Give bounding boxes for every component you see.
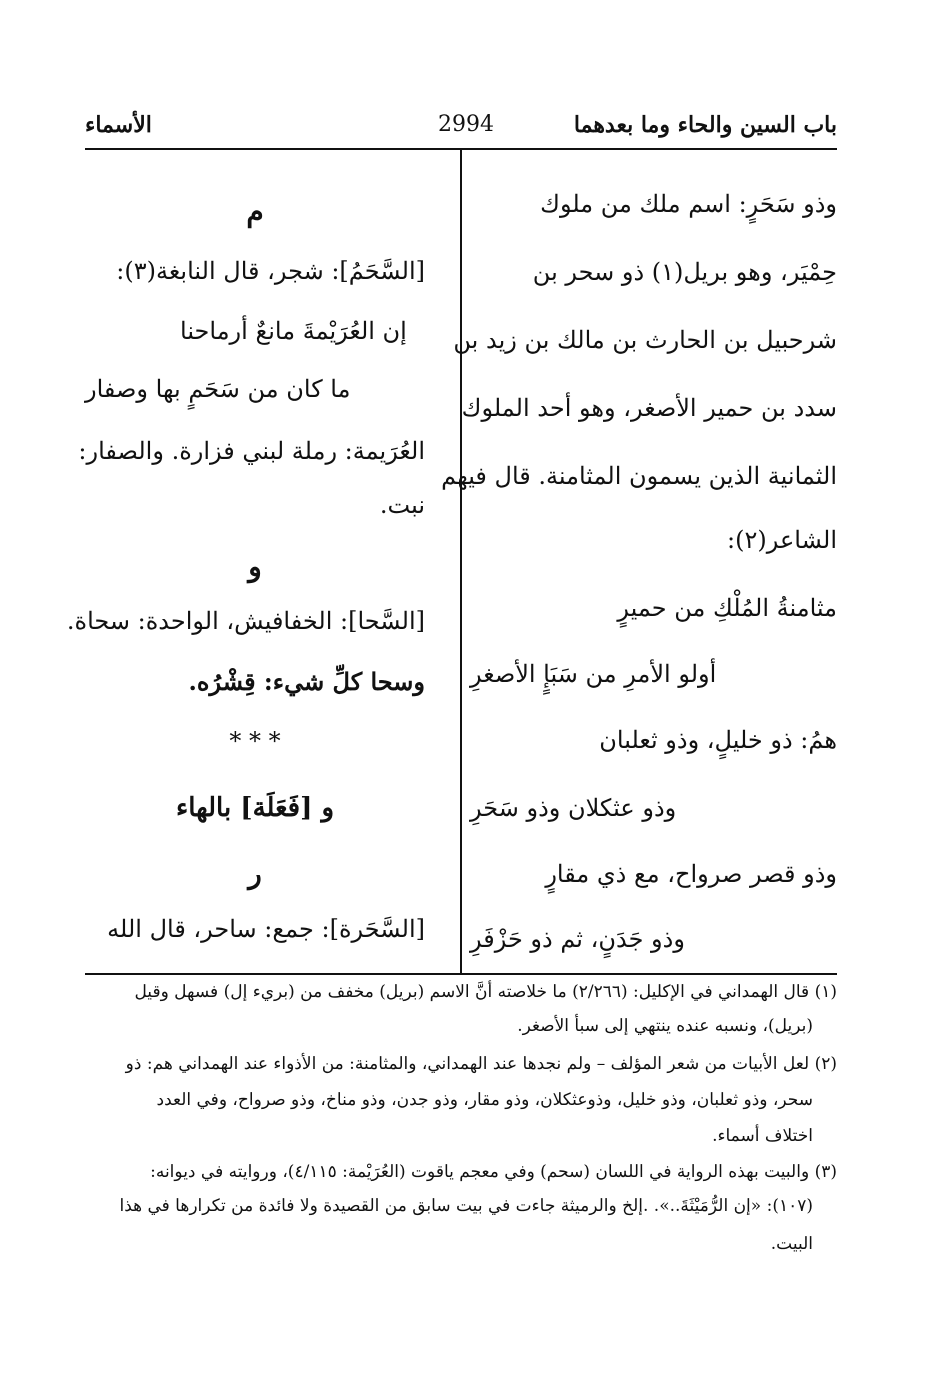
entry-line: [السَّحا]: الخفافيش، الواحدة: سحاة. [66, 607, 425, 635]
text-line: الثمانية الذين يسمون المثامنة. قال فيهم [441, 462, 837, 490]
section-separator: * * * [229, 727, 281, 755]
entry-line: [السَّحَرة]: جمع: ساحر، قال الله [107, 915, 425, 943]
text-line: شرحبيل بن الحارث بن مالك بن زيد بن [453, 326, 837, 354]
verse-line: وذو جَدَنٍ، ثم ذو حَزْفَرِ [470, 925, 685, 953]
footnote-line: البيت. [770, 1234, 813, 1254]
chapter-title: باب السين والحاء وما بعدهما [573, 112, 837, 138]
verse-line: وذو قصر صرواح، مع ذي مقارٍ [545, 860, 837, 888]
entry-line: نبت. [379, 491, 425, 519]
verse-line: إن العُرَيْمةَ مانعٌ أرماحنا [180, 317, 407, 345]
verse-line: همُ: ذو خليلٍ، وذو ثعلبان [599, 726, 837, 754]
letter-heading: م [246, 195, 264, 228]
text-line: الشاعر(٢): [727, 526, 837, 554]
text-line: سدد بن حمير الأصغر، وهو أحد الملوك [461, 394, 837, 422]
footnote-line: (٢) لعل الأبيات من شعر المؤلف – ولم نجدها عند الهمداني، والمثامنة: من الأذواء عند الهمداني هم: ذو [125, 1054, 837, 1074]
footnote-line: سحر، وذو ثعلبان، وذو خليل، وذوعثكلان، وذو مقار، وذو جدن، وذو مناخ، وذو صرواح، وفي العدد [156, 1090, 813, 1110]
right-column [441, 190, 837, 970]
letter-heading: ر [248, 857, 262, 890]
verse-line: مثامنةُ المُلْكِ من حميرٍ [617, 594, 837, 622]
entry-line: [السَّحَمُ]: شجر، قال النابغة(٣): [116, 257, 425, 285]
text-line: وذو سَحَرٍ: اسم ملك من ملوك [540, 190, 837, 218]
pattern-heading: و [فَعَلَة] بالهاء [176, 793, 334, 823]
letter-heading: و [248, 550, 262, 583]
verse-line: وذو عثكلان وذو سَحَرِ [470, 794, 677, 822]
text-line: حِمْيَر، وهو بريل(١) ذو سحر بن [532, 258, 837, 286]
page-number: 2994 [438, 112, 494, 137]
footnote-line: (١) قال الهمداني في الإكليل: (٢/٢٦٦) ما خلاصته أنَّ الاسم (بريل) مخفف من (بريء إل) فسهل وقيل [134, 982, 837, 1002]
section-title: الأسماء [85, 112, 152, 138]
left-column [66, 195, 425, 975]
column-divider [460, 150, 462, 973]
footnote-line: (بريل)، ونسبه عنده ينتهي إلى سبأ الأصغر. [517, 1016, 813, 1036]
verse-line: ما كان من سَحَمٍ بها وصفار [85, 375, 351, 403]
verse-line: أولو الأمرِ من سَبَإٍ الأصغرِ [470, 660, 717, 688]
footnote-line: اختلاف أسماء. [712, 1126, 813, 1146]
entry-line: العُرَيمة: رملة لبني فزارة. والصفار: [78, 437, 425, 465]
entry-line: وسحا كلِّ شيء: قِشْرُه. [188, 667, 425, 696]
footnote-line: (٣) والبيت بهذه الرواية في اللسان (سحم) وفي معجم ياقوت (العُرَيْمة: ٤/١١٥)، وروايته في ديوانه: [150, 1162, 837, 1182]
footnote-line: (١٠٧): «إن الرُّمَيْثَةَ..». .إلخ والرميثة جاءت في بيت سابق من القصيدة ولا فائدة من تكرارها في هذا [119, 1196, 813, 1216]
